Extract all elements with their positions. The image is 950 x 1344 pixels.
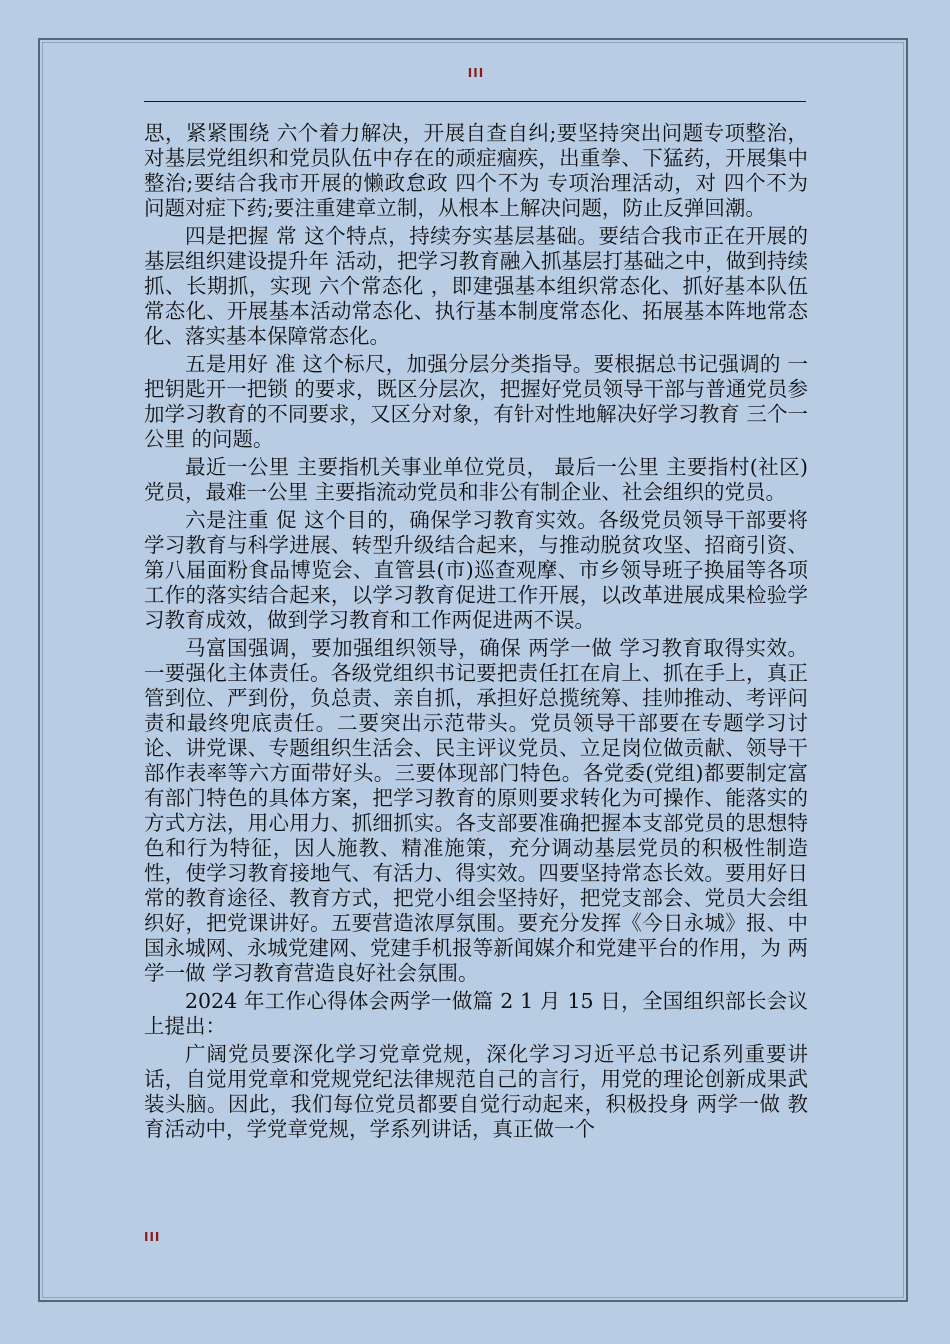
paragraph-party-members: 广阔党员要深化学习党章党规，深化学习习近平总书记系列重要讲话，自觉用党章和党规党纪法律规范自己的言行，用党的理论创新成果武装头脑。因此，我们每位党员都要自觉行动起来，积极投身 两学一做 教育活动中，学党章党规，学系列讲话，真正做一个: [144, 1042, 808, 1141]
document-body: [144, 121, 808, 1145]
footer-mark: III: [144, 1230, 161, 1244]
header-rule: [144, 101, 806, 102]
paragraph-leadership: 马富国强调，要加强组织领导，确保 两学一做 学习教育取得实效。一要强化主体责任。各级党组织书记要把责任扛在肩上、抓在手上，真正管到位、严到份，负总责、亲自抓，承担好总揽统筹、挂帅推动、考评问责和最终兜底责任。二要突出示范带头。党员领导干部要在专题学习讨论、讲党课、专题组织生活会、民主评议党员、立足岗位做贡献、领导干部作表率等六方面带好头。三要体现部门特色。各党委(党组)都要制定富有部门特色的具体方案，把学习教育的原则要求转化为可操作、能落实的方式方法，用心用力、抓细抓实。各支部要准确把握本支部党员的思想特色和行为特征，因人施教、精准施策，充分调动基层党员的积极性制造性，使学习教育接地气、有活力、得实效。四要坚持常态长效。要用好日常的教育途径、教育方式，把党小组会坚持好，把党支部会、党员大会组织好，把党课讲好。五要营造浓厚氛围。要充分发挥《今日永城》报、中国永城网、永城党建网、党建手机报等新闻媒介和党建平台的作用，为 两学一做 学习教育营造良好社会氛围。: [144, 636, 808, 985]
paragraph-point-five: 五是用好 准 这个标尺，加强分层分类指导。要根据总书记强调的 一把钥匙开一把锁 的要求，既区分层次，把握好党员领导干部与普通党员参加学习教育的不同要求，又区分对象，有针对性地解决好学习教育 三个一公里 的问题。: [144, 352, 808, 451]
paragraph-section-heading: 2024 年工作心得体会两学一做篇 2 1 月 15 日，全国组织部长会议上提出：: [144, 989, 808, 1038]
paragraph-continued: 思，紧紧围绕 六个着力解决，开展自查自纠;要坚持突出问题专项整治，对基层党组织和党员队伍中存在的顽症痼疾，出重拳、下猛药，开展集中整治;要结合我市开展的懒政怠政 四个不为 专项治理活动，对 四个不为 问题对症下药;要注重建章立制，从根本上解决问题，防止反弹回潮。: [144, 121, 808, 220]
paragraph-point-four: 四是把握 常 这个特点，持续夯实基层基础。要结合我市正在开展的 基层组织建设提升年 活动，把学习教育融入抓基层打基础之中，做到持续抓、长期抓，实现 六个常态化 ，即建强基本组织常态化、抓好基本队伍常态化、开展基本活动常态化、执行基本制度常态化、拓展基本阵地常态化、落实基本保障常态化。: [144, 224, 808, 348]
paragraph-three-kilometers: 最近一公里 主要指机关事业单位党员， 最后一公里 主要指村(社区)党员，最难一公里 主要指流动党员和非公有制企业、社会组织的党员。: [144, 455, 808, 504]
paragraph-point-six: 六是注重 促 这个目的，确保学习教育实效。各级党员领导干部要将学习教育与科学进展、转型升级结合起来，与推动脱贫攻坚、招商引资、第八届面粉食品博览会、直管县(市)巡查观摩、市乡领导班子换届等各项工作的落实结合起来，以学习教育促进工作开展，以改革进展成果检验学习教育成效，做到学习教育和工作两促进两不误。: [144, 508, 808, 632]
header-mark: III: [467, 66, 485, 80]
